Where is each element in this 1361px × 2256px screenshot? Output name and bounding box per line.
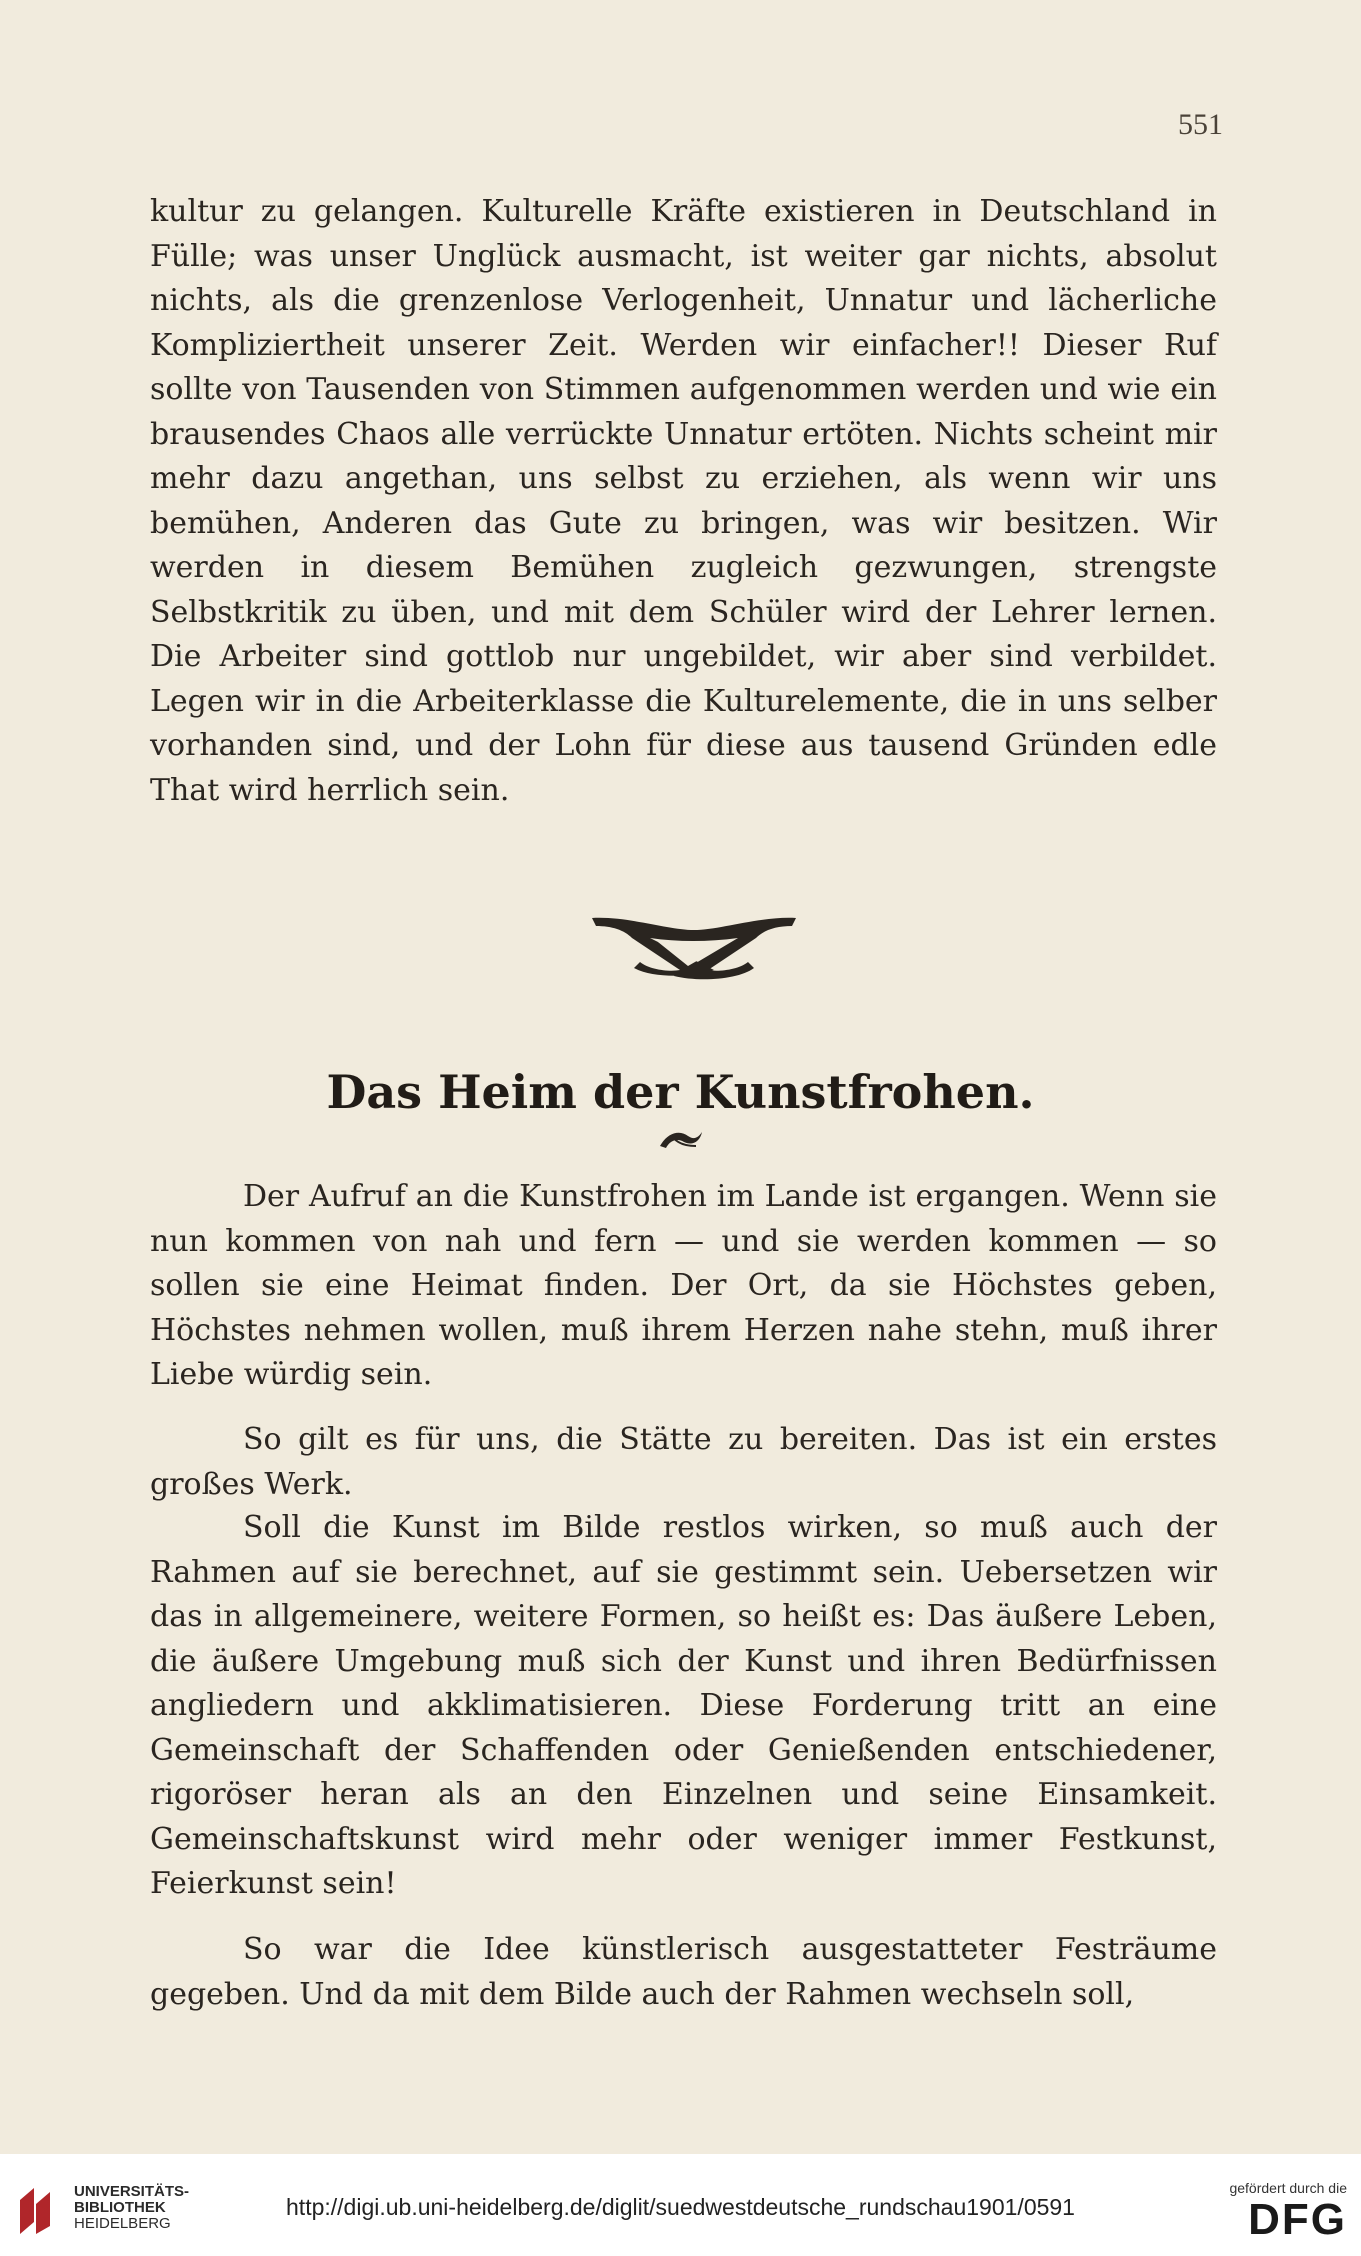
paragraph-3: So gilt es für uns, die Stätte zu bereiten. Das ist ein erstes großes Werk. [150,1422,1217,1502]
article-title: Das Heim der Kunstfrohen. [326,1065,1035,1119]
paragraph-1: kultur zu gelangen. Kulturelle Kräfte existieren in Deutschland in Fülle; was unser Unglück ausmacht, ist weiter gar nichts, absolut nichts, als die grenzenlose Verlogenheit, Unnatur und lächerliche Kompliziertheit unserer Zeit. Werden wir einfacher!! Dieser Ruf sollte von Tausenden von Stimmen aufgenommen werden und wie ein brausendes Chaos alle verrückte Unnatur ertöten. Nichts scheint mir mehr dazu angethan, uns selbst zu erziehen, als wenn wir uns bemühen, Anderen das Gute zu bringen, was wir besitzen. Wir werden in diesem Bemühen zugleich gezwungen, strengste Selbstkritik zu üben, und mit dem Schüler wird der Lehrer lernen. Die Arbeiter sind gottlob nur ungebildet, wir aber sind verbildet. Legen wir in die Arbeiterklasse die Kulturelemente, die in uns selber vorhanden sind, und der Lohn für diese aus tausend Gründen edle That wird herrlich sein. [150,194,1217,808]
library-line-2: BIBLIOTHEK [74,2199,166,2216]
library-line-3: HEIDELBERG [74,2215,171,2232]
dfg-logo: DFG [1248,2195,1347,2244]
fleuron-icon [658,1128,704,1150]
paragraph-5: So war die Idee künstlerisch ausgestatteter Festräume gegeben. Und da mit dem Bilde auch der Rahmen wechseln soll, [150,1932,1217,2012]
art-nouveau-vignette-icon [588,912,800,984]
page-number: 551 [1178,108,1223,141]
permalink-url[interactable]: http://digi.ub.uni-heidelberg.de/diglit/suedwestdeutsche_rundschau1901/0591 [286,2194,1075,2220]
library-line-1: UNIVERSITÄTS- [74,2183,190,2200]
paragraph-4: Soll die Kunst im Bilde restlos wirken, so muß auch der Rahmen auf sie berechnet, auf sie gestimmt sein. Uebersetzen wir das in allgemeinere, weitere Formen, so heißt es: Das äußere Leben, die äußere Umgebung muß sich der Kunst und ihren Bedürfnissen angliedern und akklimatisieren. Diese Forderung tritt an eine Gemeinschaft der Schaffenden oder Genießenden entschiedener, rigoröser heran als an den Einzelnen und seine Einsamkeit. Gemeinschaftskunst wird mehr oder weniger immer Festkunst, Feierkunst sein! [150,1510,1217,1901]
paragraph-2: Der Aufruf an die Kunstfrohen im Lande ist ergangen. Wenn sie nun kommen von nah und fern — und sie werden kommen — so sollen sie eine Heimat finden. Der Ort, da sie Höchstes geben, Höchstes nehmen wollen, muß ihrem Herzen nahe stehn, muß ihrer Liebe würdig sein. [150,1179,1217,1392]
digitization-footer [0,2154,1361,2256]
funding-note: gefördert durch die [1229,2180,1347,2196]
